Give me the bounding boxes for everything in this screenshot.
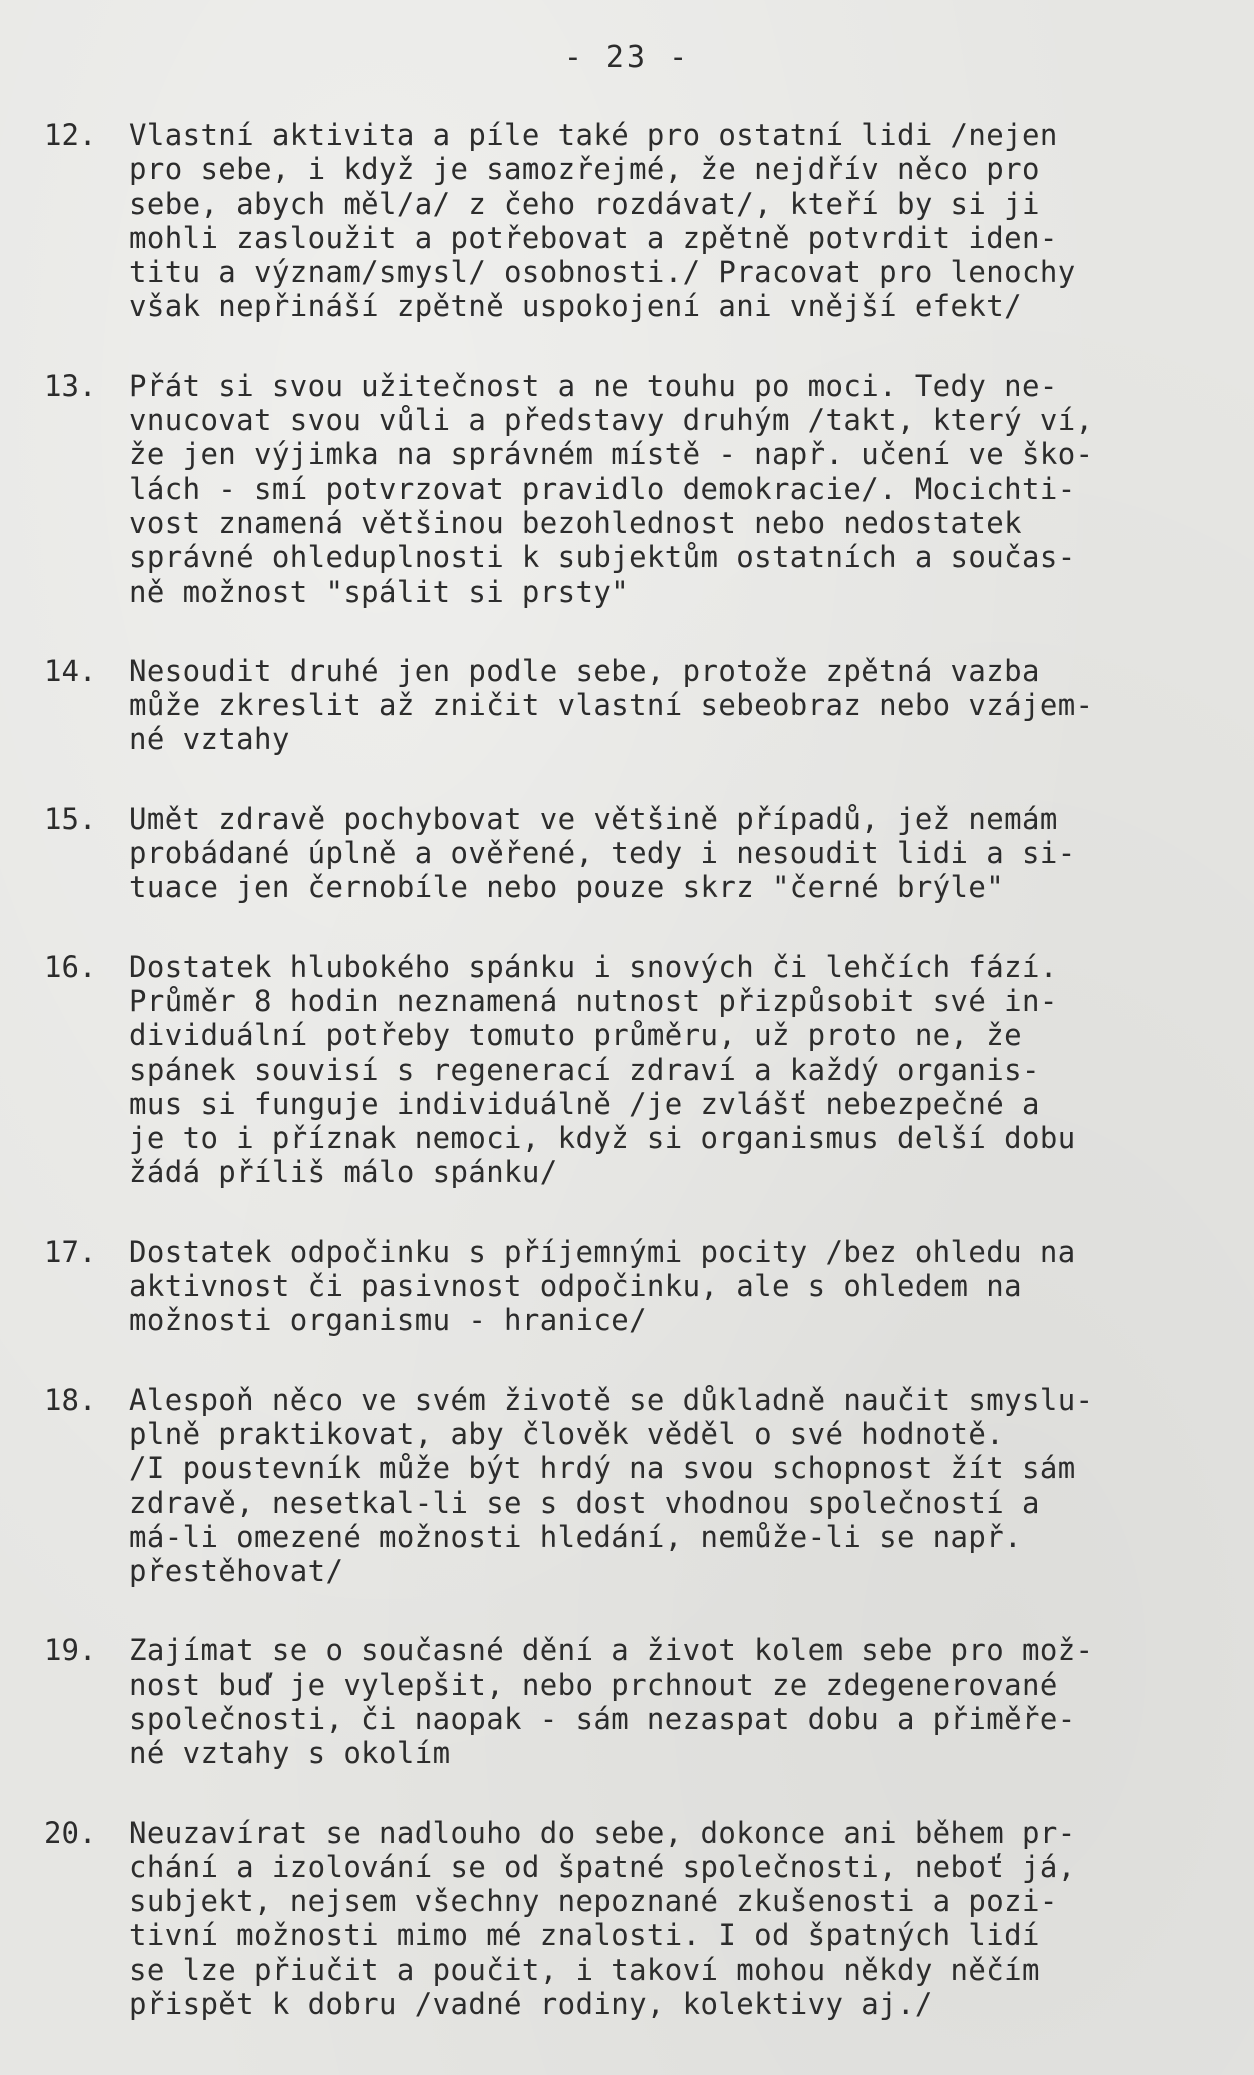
numbered-list bbox=[44, 118, 1229, 2066]
text-line: né vztahy s okolím bbox=[129, 1736, 451, 1771]
text-line: pro sebe, i když je samozřejmé, že nejdřív něco pro bbox=[129, 152, 1040, 187]
text-line: subjekt, nejsem všechny nepoznané zkušenosti a pozi- bbox=[129, 1884, 1058, 1919]
text-line: titu a význam/smysl/ osobnosti./ Pracovat pro lenochy bbox=[129, 255, 1076, 290]
text-line: sebe, abych měl/a/ z čeho rozdávat/, kteří by si ji bbox=[129, 186, 1040, 221]
text-line: vost znamená většinou bezohlednost nebo nedostatek bbox=[129, 505, 1022, 540]
item-text bbox=[129, 369, 1229, 609]
text-line: né vztahy bbox=[129, 722, 290, 757]
text-line: Přát si svou užitečnost a ne touhu po moci. Tedy ne- bbox=[129, 368, 1058, 403]
text-line: ně možnost "spálit si prsty" bbox=[129, 574, 630, 609]
text-line: Zajímat se o současné dění a život kolem sebe pro mož- bbox=[129, 1633, 1094, 1668]
item-text bbox=[129, 950, 1229, 1190]
text-line: Nesoudit druhé jen podle sebe, protože zpětná vazba bbox=[129, 653, 1040, 688]
text-line: zdravě, nesetkal-li se s dost vhodnou společností a bbox=[129, 1485, 1040, 1520]
list-item bbox=[44, 1816, 1229, 2022]
item-text bbox=[129, 1633, 1229, 1770]
text-line: však nepřináší zpětně uspokojení ani vnější efekt/ bbox=[129, 289, 1022, 324]
text-line: správné ohleduplnosti k subjektům ostatních a součas- bbox=[129, 540, 1076, 575]
text-line: aktivnost či pasivnost odpočinku, ale s ohledem na bbox=[129, 1269, 1022, 1304]
item-number: 18. bbox=[44, 1382, 97, 1417]
text-line: se lze přiučit a poučit, i takoví mohou někdy něčím bbox=[129, 1952, 1040, 1987]
text-line: mohli zasloužit a potřebovat a zpětně potvrdit iden- bbox=[129, 220, 1058, 255]
list-item bbox=[44, 1383, 1229, 1589]
item-text bbox=[129, 802, 1229, 905]
text-line: tivní možnosti mimo mé znalosti. I od špatných lidí bbox=[129, 1918, 1040, 1953]
text-line: Neuzavírat se nadlouho do sebe, dokonce ani během pr- bbox=[129, 1815, 1076, 1850]
text-line: společnosti, či naopak - sám nezaspat dobu a přiměře- bbox=[129, 1701, 1076, 1736]
text-line: dividuální potřeby tomuto průměru, už proto ne, že bbox=[129, 1018, 1022, 1053]
page-number: - 23 - bbox=[563, 40, 691, 75]
text-line: probádané úplně a ověřené, tedy i nesoudit lidi a si- bbox=[129, 836, 1076, 871]
item-number: 16. bbox=[44, 949, 97, 984]
list-item bbox=[44, 369, 1229, 609]
item-number: 12. bbox=[44, 118, 97, 152]
item-number: 20. bbox=[44, 1815, 97, 1850]
item-text bbox=[129, 654, 1229, 757]
text-line: že jen výjimka na správném místě - např. učení ve ško- bbox=[129, 437, 1094, 472]
item-text bbox=[129, 1383, 1229, 1589]
text-line: má-li omezené možnosti hledání, nemůže-li se např. bbox=[129, 1519, 1022, 1554]
text-line: žádá příliš málo spánku/ bbox=[129, 1155, 558, 1190]
item-text bbox=[129, 118, 1229, 324]
text-line: /I poustevník může být hrdý na svou schopnost žít sám bbox=[129, 1451, 1076, 1486]
list-item bbox=[44, 118, 1229, 324]
text-line: tuace jen černobíle nebo pouze skrz "černé brýle" bbox=[129, 870, 1005, 905]
item-number: 13. bbox=[44, 368, 97, 403]
text-line: spánek souvisí s regenerací zdraví a každý organis- bbox=[129, 1052, 1040, 1087]
text-line: Alespoň něco ve svém životě se důkladně naučit smyslu- bbox=[129, 1382, 1094, 1417]
list-item bbox=[44, 1633, 1229, 1770]
text-line: Průměr 8 hodin neznamená nutnost přizpůsobit své in- bbox=[129, 983, 1058, 1018]
item-number: 19. bbox=[44, 1633, 97, 1668]
text-line: nost buď je vylepšit, nebo prchnout ze zdegenerované bbox=[129, 1667, 1058, 1702]
list-item bbox=[44, 802, 1229, 905]
item-number: 17. bbox=[44, 1234, 97, 1269]
text-line: vnucovat svou vůli a představy druhým /takt, který ví, bbox=[129, 403, 1094, 438]
list-item bbox=[44, 1235, 1229, 1338]
item-text bbox=[129, 1235, 1229, 1338]
text-line: plně praktikovat, aby člověk věděl o své hodnotě. bbox=[129, 1416, 1005, 1451]
item-text bbox=[129, 1816, 1229, 2022]
list-item bbox=[44, 654, 1229, 757]
text-line: je to i příznak nemoci, když si organismus delší dobu bbox=[129, 1121, 1076, 1156]
text-line: možnosti organismu - hranice/ bbox=[129, 1303, 647, 1338]
text-line: Dostatek hlubokého spánku i snových či lehčích fází. bbox=[129, 949, 1058, 984]
text-line: přispět k dobru /vadné rodiny, kolektivy aj./ bbox=[129, 1987, 933, 2022]
text-line: lách - smí potvrzovat pravidlo demokracie/. Mocichti- bbox=[129, 471, 1076, 506]
text-line: Vlastní aktivita a píle také pro ostatní lidi /nejen bbox=[129, 118, 1058, 152]
text-line: Dostatek odpočinku s příjemnými pocity /bez ohledu na bbox=[129, 1234, 1076, 1269]
item-number: 14. bbox=[44, 653, 97, 688]
list-item bbox=[44, 950, 1229, 1190]
text-line: mus si funguje individuálně /je zvlášť nebezpečné a bbox=[129, 1086, 1040, 1121]
text-line: Umět zdravě pochybovat ve většině případů, jež nemám bbox=[129, 801, 1058, 836]
text-line: může zkreslit až zničit vlastní sebeobraz nebo vzájem- bbox=[129, 688, 1094, 723]
text-line: přestěhovat/ bbox=[129, 1554, 344, 1589]
item-number: 15. bbox=[44, 801, 97, 836]
text-line: chání a izolování se od špatné společnosti, neboť já, bbox=[129, 1849, 1076, 1884]
